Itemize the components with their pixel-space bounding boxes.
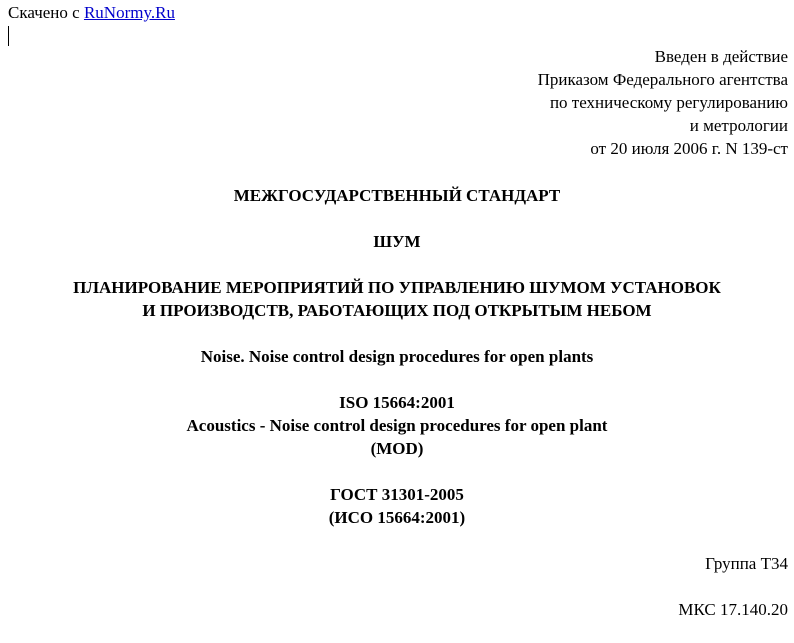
source-prefix: Скачено с [8,3,84,22]
standard-subject [0,230,794,253]
title-line-1: ПЛАНИРОВАНИЕ МЕРОПРИЯТИЙ ПО УПРАВЛЕНИЮ ШУМОМ УСТАНОВОК [73,278,721,297]
intro-line-1: Введен в действие [654,47,788,66]
standard-title [0,276,794,322]
text-cursor [8,26,9,46]
standard-type [0,184,794,207]
title-line-2: И ПРОИЗВОДСТВ, РАБОТАЮЩИХ ПОД ОТКРЫТЫМ НЕБОМ [142,301,652,320]
standard-subject-text: ШУМ [373,232,421,251]
intro-block [538,45,788,160]
source-line [8,2,175,24]
gost-block [0,483,794,529]
intro-line-3: по техническому регулированию [549,93,788,112]
intro-line-2: Приказом Федерального агентства [537,70,788,89]
title-english [0,345,794,368]
group-code: Группа Т34 [705,554,788,573]
intro-line-5: от 20 июля 2006 г. N 139-ст [590,139,788,158]
iso-block [0,391,794,460]
gost-iso: (ИСО 15664:2001) [328,508,466,527]
mks-code: МКС 17.140.20 [678,600,788,619]
title-english-text: Noise. Noise control design procedures for open plants [200,347,594,366]
source-link[interactable]: RuNormy.Ru [83,3,175,22]
standard-type-text: МЕЖГОСУДАРСТВЕННЫЙ СТАНДАРТ [233,186,561,205]
iso-mod: (MOD) [370,439,424,458]
intro-line-4: и метрологии [689,116,788,135]
iso-title: Acoustics - Noise control design procedures for open plant [186,416,608,435]
iso-code: ISO 15664:2001 [339,393,455,412]
gost-code: ГОСТ 31301-2005 [330,485,464,504]
